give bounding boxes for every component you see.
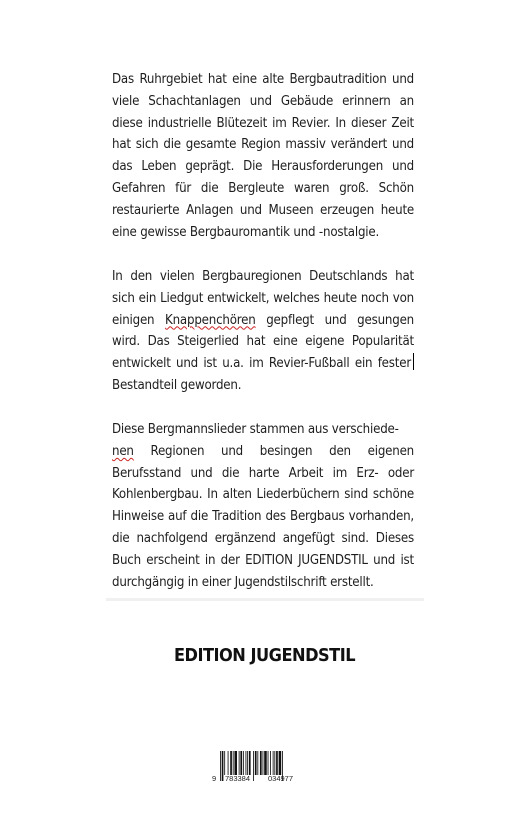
barcode-bar	[260, 751, 262, 775]
paragraph-liedgut-text-c: Bestandteil geworden.	[112, 377, 242, 393]
barcode-bar	[264, 751, 267, 775]
barcode-bar	[270, 751, 271, 775]
barcode-bar	[279, 751, 282, 775]
barcode-bar	[273, 751, 274, 775]
spellcheck-marked-word[interactable]: nen	[112, 443, 134, 459]
barcode-bar	[243, 751, 244, 775]
paragraph-bergmannslieder	[112, 419, 414, 593]
barcode-group-left: 783384	[225, 774, 251, 783]
barcode-bar	[246, 751, 247, 775]
page-divider	[106, 598, 424, 601]
barcode-graphic	[212, 750, 316, 784]
barcode-bar	[234, 751, 237, 775]
barcode-bar	[268, 751, 269, 775]
barcode-lead-digit: 9	[212, 774, 217, 783]
barcode-bar	[274, 751, 275, 775]
paragraph-intro	[112, 69, 414, 243]
barcode-bar	[247, 751, 248, 775]
barcode-bar	[253, 751, 254, 781]
barcode-bar	[257, 751, 258, 775]
barcode-group-right: 034977	[268, 774, 294, 783]
spellcheck-marked-word[interactable]: Knappenchören	[165, 312, 256, 328]
barcode-bar	[240, 751, 242, 775]
barcode-bar	[222, 751, 224, 781]
barcode-bar	[239, 751, 240, 775]
paragraph-intro-text: Das Ruhrgebiet hat eine alte Bergbautradition und viele Schachtanlagen und Gebäude erinnern an diese industrielle Blütezeit im Revier. In dieser Zeit hat sich die gesamte Region massiv verändert und das Leben geprägt. Die Herausforderungen und Gefahren für die Bergleute waren groß. Schön restaurierte Anlagen und Museen erzeugen heute eine gewisse Bergbauromantik und -nostalgie.	[112, 72, 414, 240]
paragraph-liedgut-text-a: In den vielen Bergbauregionen Deutschlands hat sich ein Liedgut entwickelt, welches heute noch von einigen	[112, 269, 414, 328]
barcode-bar	[224, 751, 225, 775]
barcode-bar	[233, 751, 234, 775]
barcode-bar	[220, 751, 221, 781]
isbn-barcode	[212, 750, 316, 784]
barcode-bar	[249, 751, 251, 775]
paragraph-bergmannslieder-text-a: Diese Bergmannslieder stammen aus verschiede-	[112, 422, 399, 437]
barcode-bar	[230, 751, 232, 775]
text-cursor	[413, 353, 414, 370]
barcode-bar	[228, 751, 229, 775]
barcode-bar	[255, 751, 257, 775]
barcode-bar	[276, 751, 278, 775]
edition-label: EDITION JUGENDSTIL	[173, 645, 356, 666]
paragraph-liedgut-text-b: gepflegt und gesungen wird. Das Steigerlied hat eine eigene Popularität entwickelt und ist u.a. im Revier-Fußball ein fester	[112, 312, 414, 372]
barcode-bar	[263, 751, 264, 775]
paragraph-bergmannslieder-text-b: Regionen und besingen den eigenen Berufsstand und die harte Arbeit im Erz- oder Kohlenbergbau. In alten Liederbüchern sind schöne Hinweise auf die Tradition des Bergbaus vorhanden, die nachfolgend ergänzend angefügt sind. Dieses Buch erscheint in der EDITION JUGENDSTIL und ist durchgängig in einer Jugendstilschrift erstellt.	[112, 443, 414, 590]
paragraph-liedgut	[112, 266, 414, 397]
